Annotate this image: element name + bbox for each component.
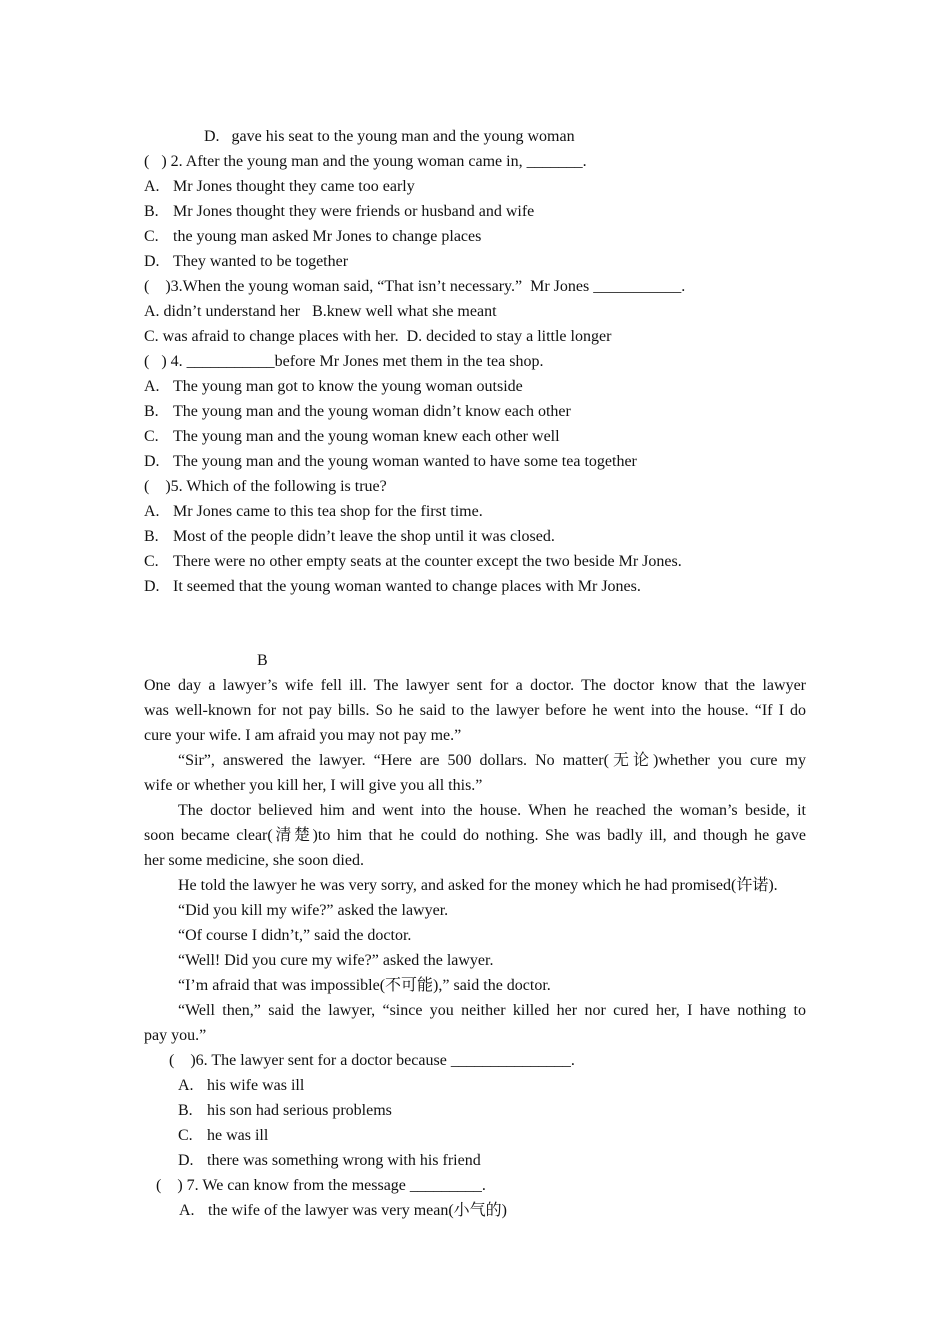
passage-p1-line3: cure your wife. I am afraid you may not pay me.”	[144, 727, 462, 744]
option-label: A.	[144, 503, 160, 520]
q2-option-c	[144, 227, 481, 247]
option-label: C.	[144, 428, 159, 445]
option-label: D.	[144, 253, 160, 270]
option-label: C.	[144, 553, 159, 570]
option-label: A.	[179, 1202, 195, 1219]
q2-option-b	[144, 202, 534, 222]
passage-p4: He told the lawyer he was very sorry, and asked for the money which he had promised(许诺).	[178, 877, 778, 894]
q5-stem: ( )5. Which of the following is true?	[144, 478, 387, 495]
passage-p9-line2: pay you.”	[144, 1027, 207, 1044]
q3-options-line2: C. was afraid to change places with her. D. decided to stay a little longer	[144, 328, 612, 345]
option-label: C.	[144, 228, 159, 245]
option-text: his son had serious problems	[207, 1102, 392, 1119]
passage-p1-line2: was well-known for not pay bills. So he said to the lawyer before he went into the house. “If I do	[144, 702, 806, 719]
option-text: Most of the people didn’t leave the shop until it was closed.	[173, 528, 555, 545]
q4-option-a	[144, 377, 523, 397]
option-label: B.	[144, 528, 159, 545]
option-label: B.	[178, 1102, 193, 1119]
passage-p1-line1: One day a lawyer’s wife fell ill. The lawyer sent for a doctor. The doctor know that the lawyer	[144, 677, 806, 694]
q6-option-c	[178, 1126, 268, 1146]
q5-option-a	[144, 502, 483, 522]
option-text: the wife of the lawyer was very mean(小气的)	[208, 1202, 508, 1219]
passage-p7: “Well! Did you cure my wife?” asked the lawyer.	[178, 952, 494, 969]
option-label: B.	[144, 203, 159, 220]
option-text: The young man and the young woman wanted to have some tea together	[173, 453, 637, 470]
option-text: his wife was ill	[207, 1077, 305, 1094]
q6-stem: ( )6. The lawyer sent for a doctor because _______________.	[169, 1052, 575, 1069]
q3-options-line1: A. didn’t understand her B.knew well what she meant	[144, 303, 497, 320]
passage-p2-line2: wife or whether you kill her, I will give you all this.”	[144, 777, 483, 794]
option-text: Mr Jones thought they came too early	[173, 178, 415, 195]
q6-option-d	[178, 1151, 481, 1171]
section-b-heading: B	[257, 652, 268, 669]
q3-stem: ( )3.When the young woman said, “That isn’t necessary.” Mr Jones ___________.	[144, 278, 686, 295]
option-text: Mr Jones came to this tea shop for the first time.	[173, 503, 483, 520]
option-label: B.	[144, 403, 159, 420]
option-text: the young man asked Mr Jones to change places	[173, 228, 482, 245]
option-label: A.	[178, 1077, 194, 1094]
q4-option-b	[144, 402, 571, 422]
q5-option-c	[144, 552, 682, 572]
q6-option-b	[178, 1101, 392, 1121]
option-text: They wanted to be together	[173, 253, 349, 270]
q1-option-d: D. gave his seat to the young man and the young woman	[204, 128, 575, 145]
option-text: he was ill	[207, 1127, 269, 1144]
q5-option-d	[144, 577, 641, 597]
option-text: The young man and the young woman didn’t know each other	[173, 403, 571, 420]
option-label: D.	[178, 1152, 194, 1169]
passage-p5: “Did you kill my wife?” asked the lawyer.	[178, 902, 449, 919]
option-text: The young man got to know the young woman outside	[173, 378, 523, 395]
option-text: Mr Jones thought they were friends or husband and wife	[173, 203, 535, 220]
q4-option-d	[144, 452, 637, 472]
option-text: There were no other empty seats at the counter except the two beside Mr Jones.	[173, 553, 682, 570]
passage-p3-line3: her some medicine, she soon died.	[144, 852, 364, 869]
option-label: A.	[144, 178, 160, 195]
option-label: D.	[144, 578, 160, 595]
passage-p8: “I’m afraid that was impossible(不可能),” said the doctor.	[178, 977, 551, 994]
passage-p3-line2: soon became clear(清楚)to him that he could do nothing. She was badly ill, and though he gave	[144, 827, 806, 844]
passage-p9-line1: “Well then,” said the lawyer, “since you neither killed her nor cured her, I have nothing to	[178, 1002, 806, 1019]
option-text: It seemed that the young woman wanted to change places with Mr Jones.	[173, 578, 641, 595]
q2-stem: ( ) 2. After the young man and the young woman came in, _______.	[144, 153, 587, 170]
passage-p6: “Of course I didn’t,” said the doctor.	[178, 927, 412, 944]
option-label: A.	[144, 378, 160, 395]
passage-p2-line1: “Sir”, answered the lawyer. “Here are 500 dollars. No matter(无论)whether you cure my	[178, 752, 806, 769]
q2-option-a	[144, 177, 415, 197]
q2-option-d	[144, 252, 348, 272]
q7-option-a	[179, 1201, 507, 1221]
passage-p3-line1: The doctor believed him and went into the house. When he reached the woman’s beside, it	[178, 802, 806, 819]
q7-stem: ( ) 7. We can know from the message _________.	[156, 1177, 486, 1194]
option-label: C.	[178, 1127, 193, 1144]
option-text: The young man and the young woman knew each other well	[173, 428, 560, 445]
q6-option-a	[178, 1076, 304, 1096]
option-text: there was something wrong with his friend	[207, 1152, 481, 1169]
q4-stem: ( ) 4. ___________before Mr Jones met them in the tea shop.	[144, 353, 544, 370]
q5-option-b	[144, 527, 555, 547]
q4-option-c	[144, 427, 560, 447]
option-label: D.	[144, 453, 160, 470]
